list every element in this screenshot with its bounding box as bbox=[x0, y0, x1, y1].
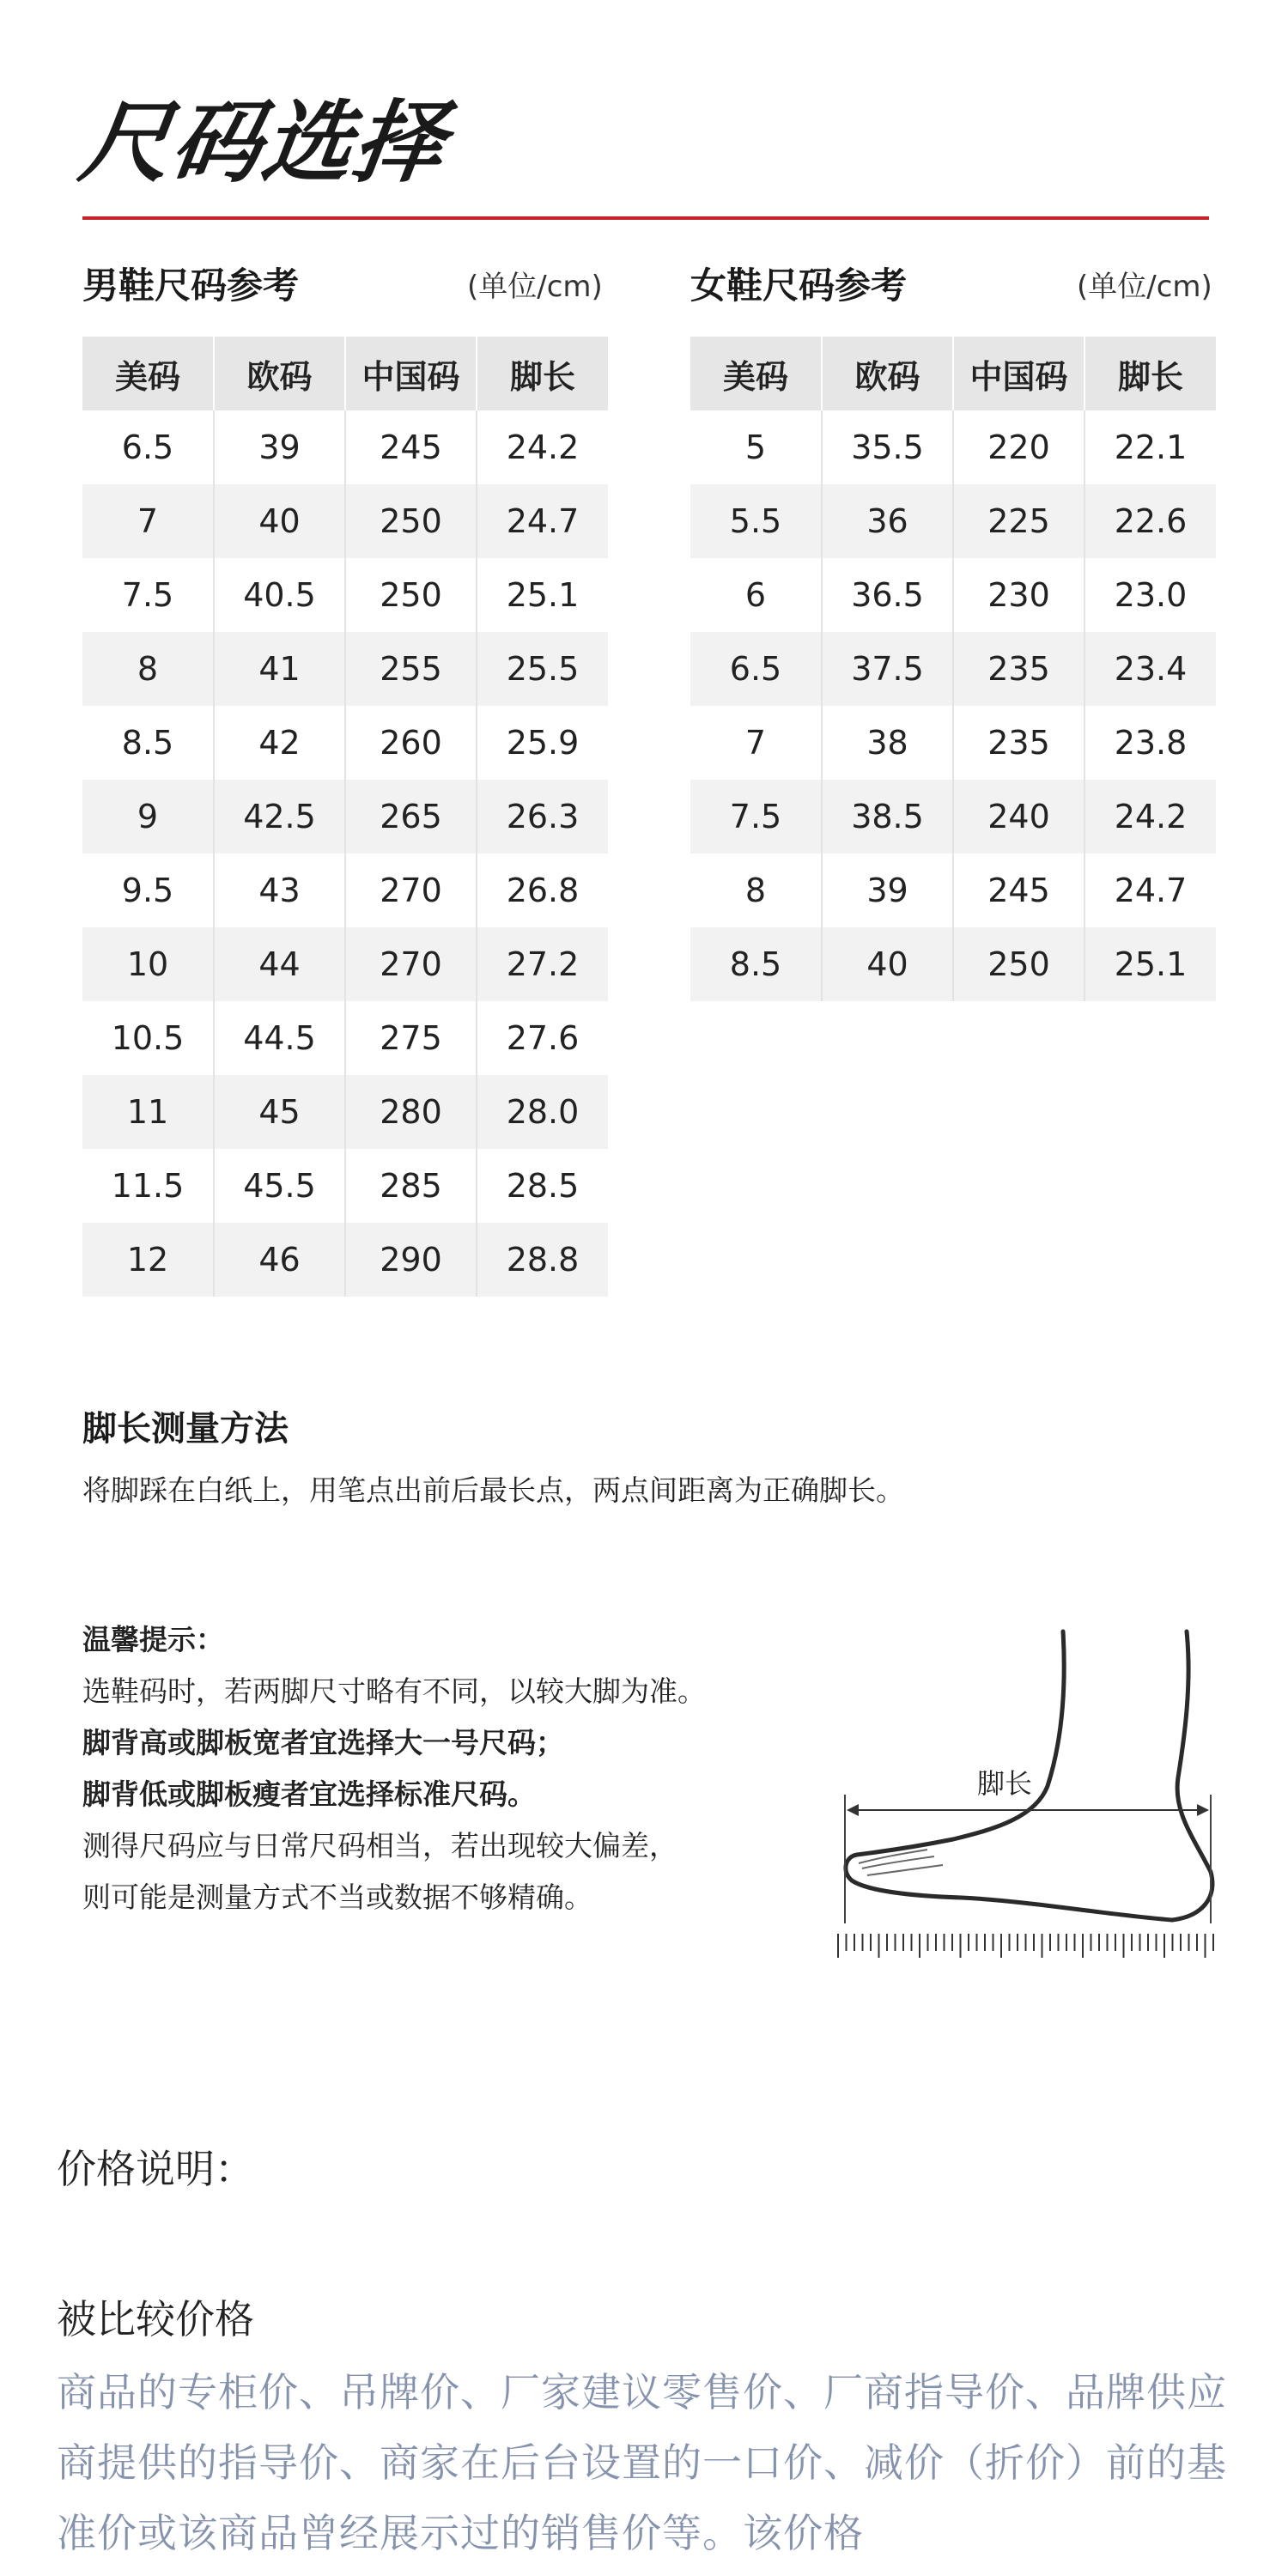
tips-block bbox=[82, 1614, 838, 1923]
men-cell: 42.5 bbox=[214, 780, 345, 854]
men-header-cell: 欧码 bbox=[214, 337, 345, 410]
table-row bbox=[690, 780, 1216, 854]
price-subheading: 被比较价格 bbox=[57, 2296, 254, 2342]
men-cell: 27.6 bbox=[506, 1019, 580, 1057]
men-cell: 27.2 bbox=[477, 927, 608, 1001]
men-size-table bbox=[82, 337, 608, 1297]
men-cell: 8.5 bbox=[82, 706, 214, 780]
men-cell: 39 bbox=[214, 410, 345, 484]
women-unit-label: (单位/cm) bbox=[1077, 270, 1212, 304]
measure-title: 脚长测量方法 bbox=[82, 1409, 289, 1449]
women-size-table bbox=[690, 337, 1216, 1001]
men-cell: 41 bbox=[214, 632, 345, 706]
table-row bbox=[82, 410, 608, 484]
men-cell: 250 bbox=[345, 558, 477, 632]
table-row bbox=[690, 854, 1216, 927]
men-cell: 44.5 bbox=[214, 1001, 345, 1075]
table-row bbox=[690, 927, 1216, 1001]
women-cell: 24.2 bbox=[1084, 780, 1216, 854]
women-cell: 220 bbox=[953, 410, 1084, 484]
women-cell: 38.5 bbox=[822, 780, 953, 854]
women-cell: 7 bbox=[690, 706, 822, 780]
men-cell: 6.5 bbox=[82, 410, 214, 484]
women-cell: 35.5 bbox=[822, 410, 953, 484]
table-row bbox=[82, 1001, 608, 1075]
men-cell: 25.5 bbox=[477, 632, 608, 706]
men-cell: 270 bbox=[345, 854, 477, 927]
women-cell: 23.4 bbox=[1084, 632, 1216, 706]
women-cell: 6.5 bbox=[690, 632, 822, 706]
foot-measure-icon bbox=[833, 1614, 1219, 1958]
men-cell: 285 bbox=[345, 1149, 477, 1223]
table-row bbox=[690, 632, 1216, 706]
men-cell: 43 bbox=[214, 854, 345, 927]
women-cell: 245 bbox=[953, 854, 1084, 927]
women-cell: 7.5 bbox=[690, 780, 822, 854]
women-cell: 36.5 bbox=[822, 558, 953, 632]
men-header-cell: 中国码 bbox=[345, 337, 477, 410]
men-cell: 24.7 bbox=[477, 484, 608, 558]
men-cell: 44 bbox=[214, 927, 345, 1001]
table-row bbox=[690, 484, 1216, 558]
men-cell: 7.5 bbox=[82, 558, 214, 632]
men-cell: 26.3 bbox=[477, 780, 608, 854]
tip-line: 脚背低或脚板瘦者宜选择标准尺码。 bbox=[82, 1777, 536, 1811]
tip-line: 脚背高或脚板宽者宜选择大一号尺码； bbox=[82, 1726, 564, 1759]
women-cell: 38 bbox=[822, 706, 953, 780]
women-cell: 40 bbox=[822, 927, 953, 1001]
tip-line: 则可能是测量方式不当或数据不够精确。 bbox=[82, 1880, 592, 1914]
men-cell: 28.8 bbox=[477, 1223, 608, 1297]
men-size-title: 男鞋尺码参考 bbox=[82, 264, 300, 307]
table-row bbox=[82, 1149, 608, 1223]
men-cell: 9.5 bbox=[82, 854, 214, 927]
table-row bbox=[690, 558, 1216, 632]
men-header-cell: 脚长 bbox=[477, 337, 608, 410]
table-row bbox=[690, 706, 1216, 780]
men-cell: 245 bbox=[345, 410, 477, 484]
men-cell: 25.9 bbox=[506, 724, 580, 762]
women-cell: 5.5 bbox=[690, 484, 822, 558]
men-cell: 10 bbox=[82, 927, 214, 1001]
women-cell: 5 bbox=[690, 410, 822, 484]
price-body: 商品的专柜价、吊牌价、厂家建议零售价、厂商指导价、品牌供应商提供的指导价、商家在后台设置的一口价、减价（折价）前的基准价或该商品曾经展示过的销售价等。该价格 bbox=[57, 2369, 1227, 2556]
price-heading: 价格说明： bbox=[57, 2146, 254, 2192]
men-cell: 280 bbox=[345, 1075, 477, 1149]
men-cell: 260 bbox=[345, 706, 477, 780]
men-cell: 12 bbox=[82, 1223, 214, 1297]
men-cell: 8 bbox=[82, 632, 214, 706]
women-cell: 22.1 bbox=[1114, 428, 1188, 466]
title-divider bbox=[82, 216, 1209, 220]
men-cell: 28.5 bbox=[506, 1167, 580, 1205]
men-cell: 24.2 bbox=[506, 428, 580, 466]
tip-line: 温馨提示： bbox=[82, 1623, 224, 1656]
women-cell: 8.5 bbox=[690, 927, 822, 1001]
women-cell: 235 bbox=[953, 706, 1084, 780]
tip-line: 测得尺码应与日常尺码相当，若出现较大偏差， bbox=[82, 1829, 677, 1862]
women-cell: 240 bbox=[953, 780, 1084, 854]
women-header-cell: 脚长 bbox=[1084, 337, 1216, 410]
page-title: 尺码选择 bbox=[74, 90, 453, 195]
men-cell: 40.5 bbox=[214, 558, 345, 632]
men-cell: 275 bbox=[345, 1001, 477, 1075]
women-cell: 6 bbox=[690, 558, 822, 632]
women-cell: 25.1 bbox=[1084, 927, 1216, 1001]
men-unit-label: (单位/cm) bbox=[467, 270, 603, 304]
men-cell: 7 bbox=[82, 484, 214, 558]
women-cell: 24.7 bbox=[1114, 872, 1188, 909]
women-cell: 23.0 bbox=[1114, 576, 1188, 614]
men-cell: 270 bbox=[345, 927, 477, 1001]
table-row bbox=[82, 927, 608, 1001]
men-cell: 40 bbox=[214, 484, 345, 558]
table-row bbox=[82, 632, 608, 706]
men-cell: 11.5 bbox=[82, 1149, 214, 1223]
table-row bbox=[82, 484, 608, 558]
women-cell: 36 bbox=[822, 484, 953, 558]
women-size-title: 女鞋尺码参考 bbox=[690, 264, 908, 307]
table-row bbox=[82, 854, 608, 927]
table-row bbox=[690, 410, 1216, 484]
men-cell: 250 bbox=[345, 484, 477, 558]
women-cell: 37.5 bbox=[822, 632, 953, 706]
table-row bbox=[82, 706, 608, 780]
men-cell: 46 bbox=[214, 1223, 345, 1297]
men-cell: 9 bbox=[82, 780, 214, 854]
women-header-cell: 欧码 bbox=[822, 337, 953, 410]
men-cell: 45.5 bbox=[214, 1149, 345, 1223]
men-cell: 42 bbox=[214, 706, 345, 780]
table-row bbox=[82, 558, 608, 632]
women-cell: 230 bbox=[953, 558, 1084, 632]
table-row bbox=[82, 1223, 608, 1297]
men-cell: 10.5 bbox=[82, 1001, 214, 1075]
women-cell: 235 bbox=[953, 632, 1084, 706]
women-cell: 250 bbox=[953, 927, 1084, 1001]
women-cell: 8 bbox=[690, 854, 822, 927]
women-cell: 23.8 bbox=[1114, 724, 1188, 762]
women-cell: 22.6 bbox=[1084, 484, 1216, 558]
men-cell: 25.1 bbox=[506, 576, 580, 614]
tip-line: 选鞋码时，若两脚尺寸略有不同，以较大脚为准。 bbox=[82, 1674, 706, 1708]
table-row bbox=[82, 1075, 608, 1149]
men-header-cell: 美码 bbox=[82, 337, 214, 410]
women-header-cell: 美码 bbox=[690, 337, 822, 410]
men-cell: 255 bbox=[345, 632, 477, 706]
men-cell: 265 bbox=[345, 780, 477, 854]
men-cell: 28.0 bbox=[477, 1075, 608, 1149]
men-cell: 45 bbox=[214, 1075, 345, 1149]
table-row bbox=[82, 780, 608, 854]
men-cell: 26.8 bbox=[506, 872, 580, 909]
men-cell: 11 bbox=[82, 1075, 214, 1149]
women-header-cell: 中国码 bbox=[953, 337, 1084, 410]
foot-length-label: 脚长 bbox=[976, 1767, 1033, 1800]
men-cell: 290 bbox=[345, 1223, 477, 1297]
women-cell: 225 bbox=[953, 484, 1084, 558]
measure-text: 将脚踩在白纸上，用笔点出前后最长点，两点间距离为正确脚长。 bbox=[82, 1473, 904, 1507]
women-cell: 39 bbox=[822, 854, 953, 927]
